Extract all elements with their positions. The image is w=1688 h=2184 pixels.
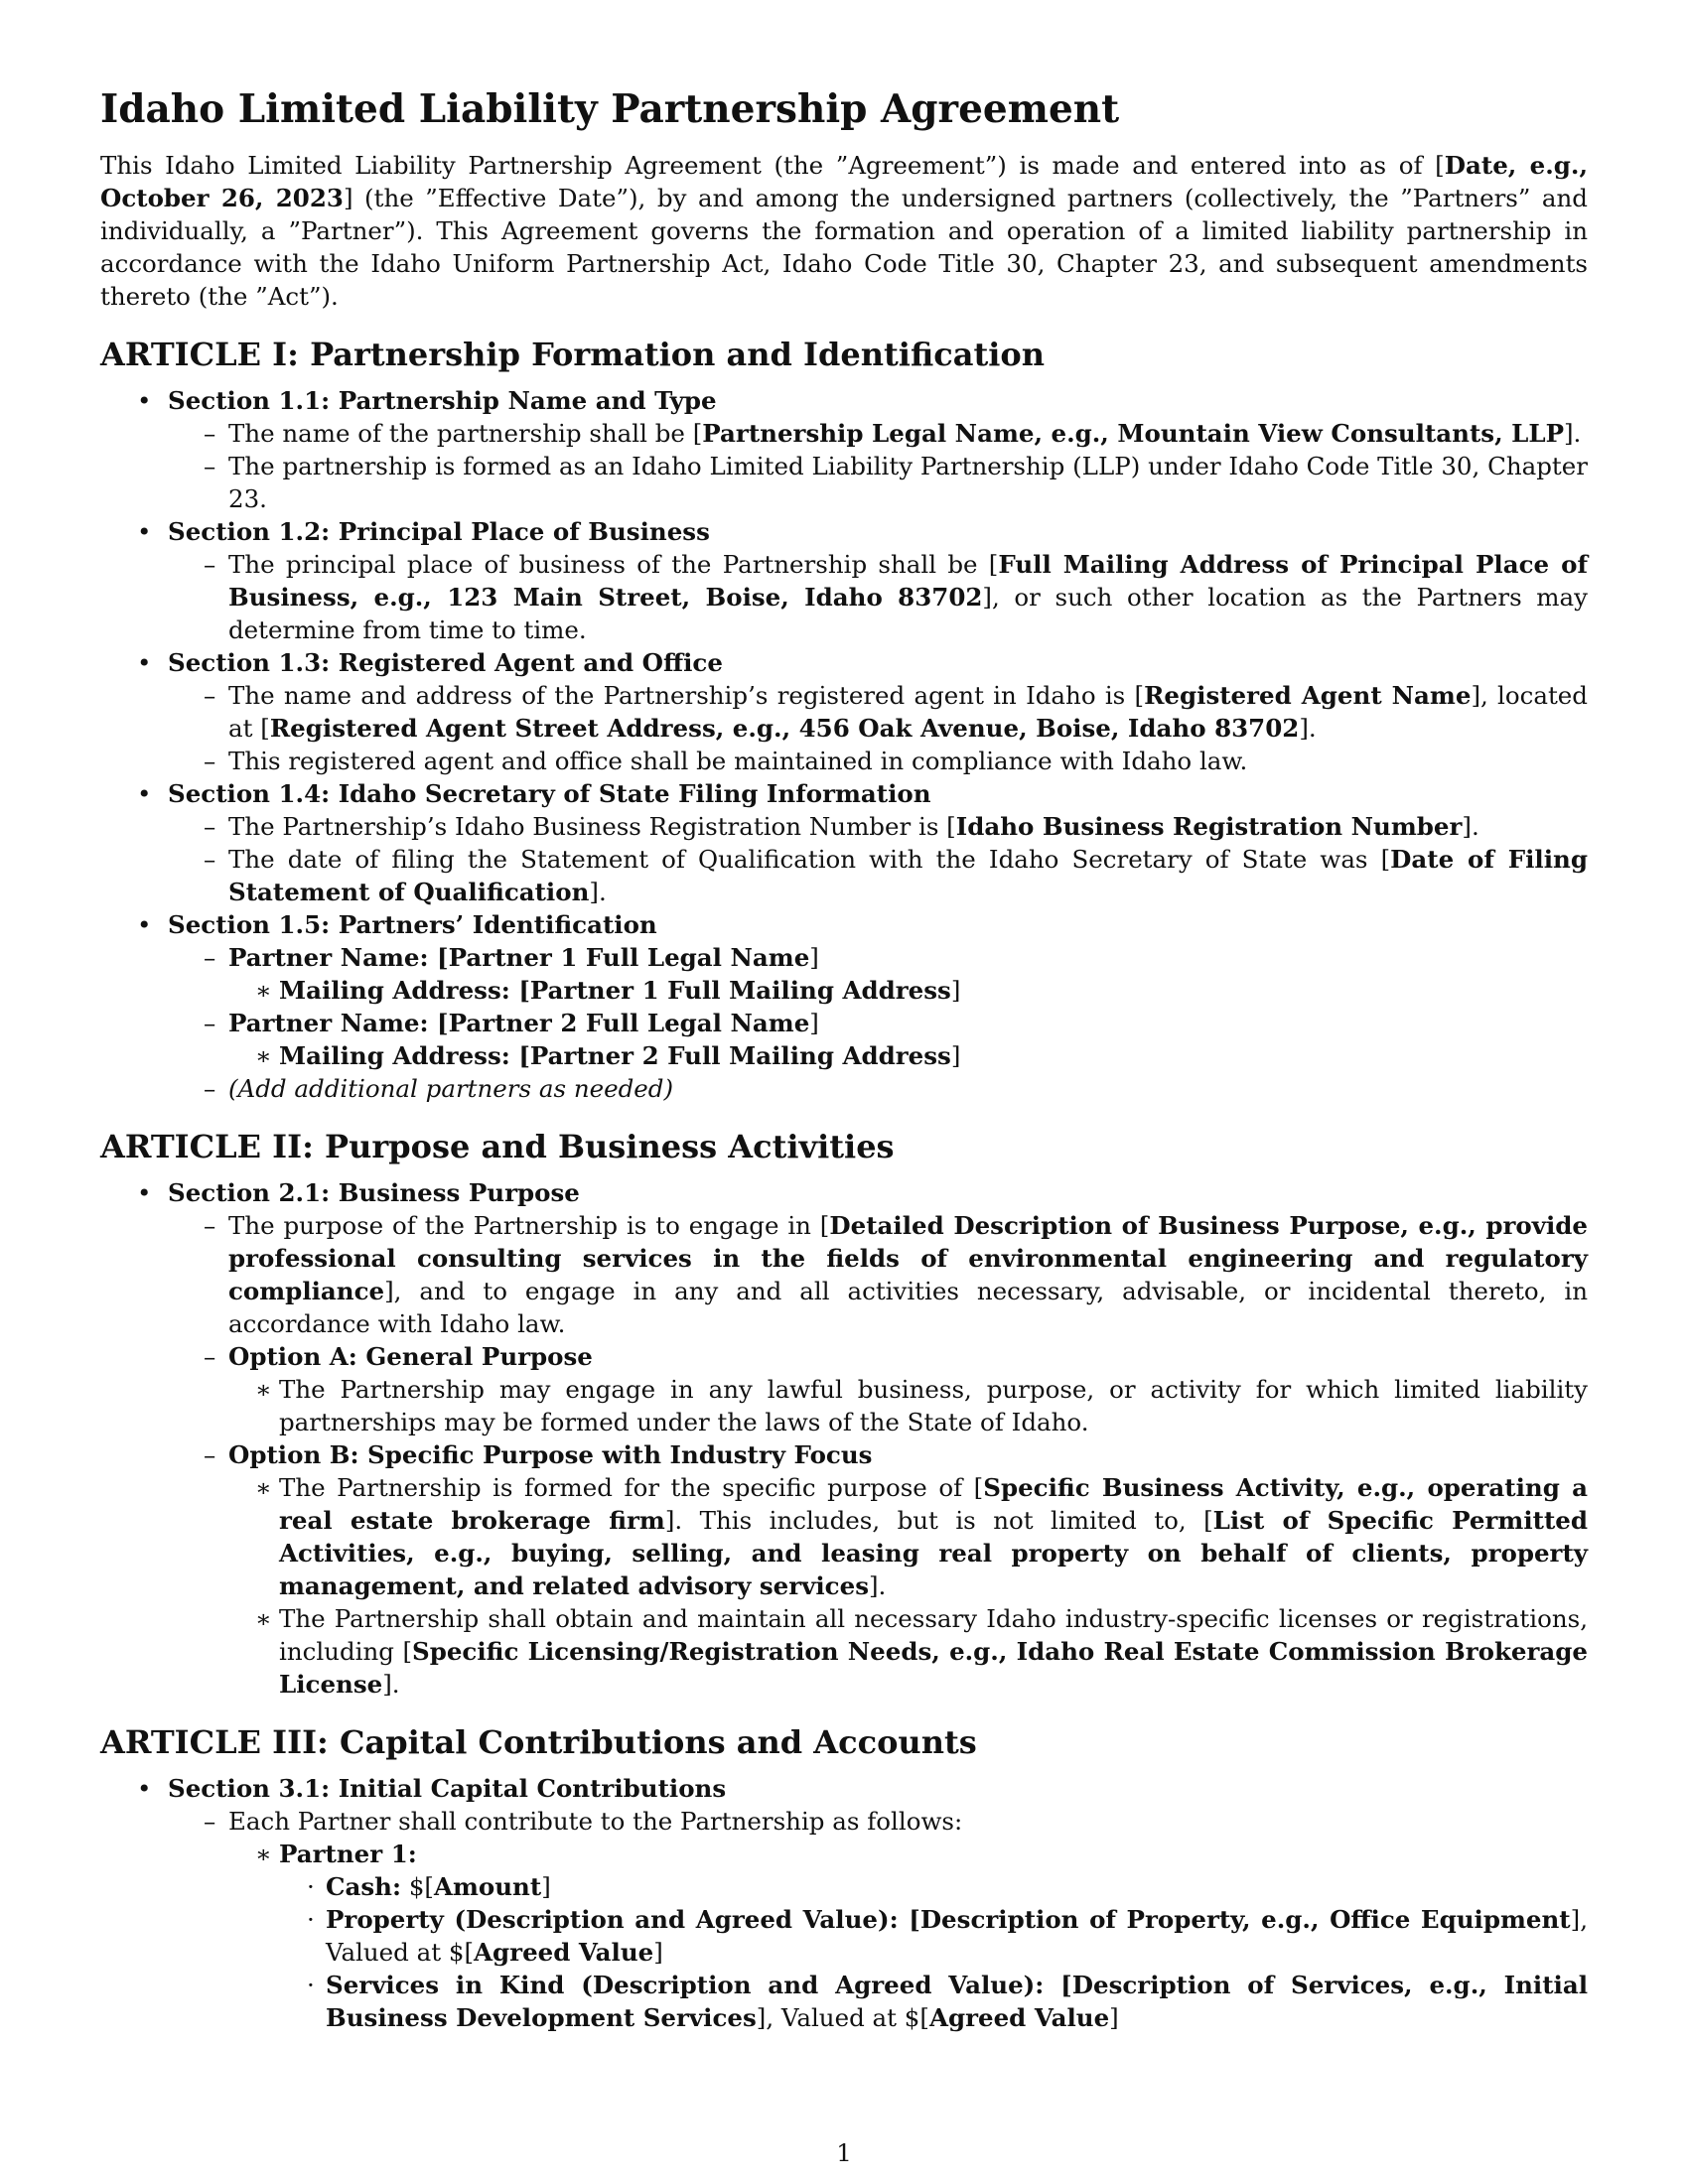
item-text: ]: [950, 976, 961, 1005]
list-item: [228, 1471, 1588, 1602]
section-1-2: [100, 515, 1588, 646]
item-text: The partnership is formed as an Idaho Limited Liability Partnership (LLP) under Idaho Code Title 30, Chapter 23.: [228, 452, 1588, 513]
property-contribution: [279, 1903, 1588, 1969]
item-text: ], and to engage in any and all activities necessary, advisable, or incidental thereto, in accordance with Idaho law.: [228, 1277, 1588, 1338]
article-3-heading: ARTICLE III: Capital Contributions and Accounts: [100, 1723, 977, 1761]
partner-name-label: Partner Name: [Partner 1 Full Legal Name: [228, 943, 810, 972]
section-3-1: [100, 1772, 1588, 2034]
option-a: [168, 1340, 1588, 1438]
placeholder-text: Agreed Value: [928, 2003, 1110, 2032]
item-text: ], located at [: [228, 681, 1588, 743]
cash-label: Cash:: [326, 1872, 402, 1901]
list-item: [168, 417, 1588, 450]
list-item: [168, 1209, 1588, 1340]
item-text: ], Valued at $[: [756, 2003, 929, 2032]
placeholder-text: Registered Agent Street Address, e.g., 456 Oak Avenue, Boise, Idaho 83702: [269, 714, 1300, 743]
placeholder-text: Agreed Value: [474, 1938, 654, 1967]
article-1-heading: ARTICLE I: Partnership Formation and Identification: [100, 336, 1045, 373]
services-contribution: [279, 1969, 1588, 2034]
item-text: The date of filing the Statement of Qualification with the Idaho Secretary of State was [: [228, 845, 1391, 874]
option-title: Option A: General Purpose: [228, 1342, 593, 1371]
section-1-3: [100, 646, 1588, 777]
cash-contribution: [279, 1870, 1588, 1903]
item-text: The purpose of the Partnership is to engage in [: [228, 1211, 830, 1240]
list-item: [228, 1039, 1588, 1072]
list-item: [168, 548, 1588, 646]
list-item: [168, 1072, 1588, 1105]
placeholder-text: Date of Filing Statement of Qualification: [228, 845, 1588, 906]
partner-details: [228, 1039, 1588, 1072]
placeholder-text: List of Specific Permitted Activities, e.g., buying, selling, and leasing real property on behalf of clients, property management, and related advisory services: [279, 1506, 1588, 1600]
item-text: ]. This includes, but is not limited to, [: [664, 1506, 1213, 1535]
item-text: The Partnership shall obtain and maintain all necessary Idaho industry-specific licenses or registrations, including [: [279, 1604, 1588, 1666]
article-1-sections: [100, 384, 1588, 1105]
list-item: [168, 450, 1588, 515]
item-text: The Partnership may engage in any lawful business, purpose, or activity for which limited liability partnerships may be formed under the laws of the State of Idaho.: [279, 1375, 1588, 1436]
placeholder-text: Amount: [433, 1872, 542, 1901]
placeholder-text: Specific Licensing/Registration Needs, e.g., Idaho Real Estate Commission Brokerage License: [279, 1637, 1589, 1699]
section-title: Section 2.1: Business Purpose: [168, 1178, 580, 1207]
mailing-address-label: Mailing Address: [Partner 1 Full Mailing Address: [279, 976, 951, 1005]
section-items: [168, 1805, 1588, 2034]
partner-1-contribution: [228, 1838, 1588, 2034]
section-items: [168, 941, 1588, 1105]
contribution-list: [228, 1838, 1588, 2034]
section-title: Section 1.3: Registered Agent and Office: [168, 648, 723, 677]
partner-1-entry: [168, 941, 1588, 1007]
item-text: ].: [1299, 714, 1317, 743]
list-item: [228, 1602, 1588, 1701]
section-items: [168, 679, 1588, 777]
option-items: [228, 1373, 1588, 1438]
item-text: ].: [868, 1571, 887, 1600]
intro-text: ] (the ”Effective Date”), by and among the undersigned partners (collectively, the ”Partners” and individually, a ”Partner”). This Agreement governs the formation and operation of a limited liability partnership in accordance with the Idaho Uniform Partnership Act, Idaho Code Title 30, Chapter 23, and subsequent amendments thereto (the ”Act”).: [100, 184, 1588, 311]
item-text: ]: [809, 1009, 819, 1037]
document-title: Idaho Limited Liability Partnership Agreement: [100, 86, 1120, 132]
partner-2-entry: [168, 1007, 1588, 1072]
list-item: [228, 974, 1588, 1007]
property-label: Property (Description and Agreed Value): [Description of Property, e.g., Office Equipment: [326, 1905, 1571, 1934]
item-text: The name of the partnership shall be [: [228, 419, 703, 448]
contribution-items: [279, 1870, 1588, 2034]
page-number: 1: [836, 2138, 852, 2167]
item-text: The principal place of business of the Partnership shall be [: [228, 550, 999, 579]
item-text: The name and address of the Partnership’s registered agent in Idaho is [: [228, 681, 1145, 710]
section-items: [168, 417, 1588, 515]
section-title: Section 3.1: Initial Capital Contributions: [168, 1774, 727, 1803]
item-text: ].: [589, 878, 607, 906]
section-items: [168, 810, 1588, 908]
item-text: The Partnership’s Idaho Business Registration Number is [: [228, 812, 956, 841]
intro-paragraph: [100, 149, 1588, 313]
item-text: ].: [382, 1670, 400, 1699]
section-items: [168, 1209, 1588, 1701]
list-item: [168, 843, 1588, 908]
item-text: ]: [541, 1872, 551, 1901]
section-items: [168, 548, 1588, 646]
placeholder-text: Detailed Description of Business Purpose, e.g., provide professional consulting services in the fields of environmental engineering and regulatory compliance: [228, 1211, 1589, 1305]
item-text: ].: [1564, 419, 1582, 448]
article-2-sections: [100, 1176, 1588, 1701]
list-item: [168, 1805, 1588, 2034]
placeholder-text: Specific Business Activity, e.g., operating a real estate brokerage firm: [279, 1473, 1589, 1535]
section-title: Section 1.1: Partnership Name and Type: [168, 386, 717, 415]
mailing-address-label: Mailing Address: [Partner 2 Full Mailing Address: [279, 1041, 951, 1070]
article-2-heading: ARTICLE II: Purpose and Business Activities: [100, 1128, 895, 1165]
section-title: Section 1.4: Idaho Secretary of State Filing Information: [168, 779, 931, 808]
item-text: ]: [809, 943, 819, 972]
services-label: Services in Kind (Description and Agreed Value): [Description of Services, e.g., Initial Business Development Services: [326, 1971, 1588, 2032]
item-text: ]: [950, 1041, 961, 1070]
placeholder-text: Partnership Legal Name, e.g., Mountain View Consultants, LLP: [702, 419, 1564, 448]
partner-name-label: Partner Name: [Partner 2 Full Legal Name: [228, 1009, 810, 1037]
section-1-5: [100, 908, 1588, 1105]
document-content: [100, 83, 1588, 2034]
list-item: [168, 810, 1588, 843]
placeholder-text: Full Mailing Address of Principal Place of Business, e.g., 123 Main Street, Boise, Idaho 83702: [228, 550, 1589, 612]
list-item: [228, 1373, 1588, 1438]
item-text: ]: [653, 1938, 663, 1967]
section-2-1: [100, 1176, 1588, 1701]
list-item: [168, 679, 1588, 745]
list-item: [168, 745, 1588, 777]
placeholder-text: Registered Agent Name: [1144, 681, 1472, 710]
item-text: Each Partner shall contribute to the Partnership as follows:: [228, 1807, 963, 1836]
partner-details: [228, 974, 1588, 1007]
add-partners-note: (Add additional partners as needed): [228, 1074, 674, 1103]
item-text: ]: [1109, 2003, 1119, 2032]
section-1-4: [100, 777, 1588, 908]
item-text: ], or such other location as the Partners may determine from time to time.: [228, 583, 1588, 644]
item-text: This registered agent and office shall be maintained in compliance with Idaho law.: [228, 747, 1248, 775]
section-title: Section 1.5: Partners’ Identification: [168, 910, 657, 939]
option-title: Option B: Specific Purpose with Industry Focus: [228, 1440, 873, 1469]
option-b: [168, 1438, 1588, 1701]
partner-label: Partner 1:: [279, 1840, 417, 1868]
item-text: ], Valued at $[: [326, 1905, 1588, 1967]
intro-text: This Idaho Limited Liability Partnership Agreement (the ”Agreement”) is made and entered into as of [: [100, 151, 1445, 180]
section-title: Section 1.2: Principal Place of Business: [168, 517, 710, 546]
item-text: ].: [1462, 812, 1479, 841]
item-text: $[: [401, 1872, 434, 1901]
option-items: [228, 1471, 1588, 1701]
placeholder-text: Idaho Business Registration Number: [955, 812, 1463, 841]
article-3-sections: [100, 1772, 1588, 2034]
item-text: The Partnership is formed for the specific purpose of [: [279, 1473, 984, 1502]
effective-date-placeholder: Date, e.g., October 26, 2023: [100, 151, 1588, 212]
section-1-1: [100, 384, 1588, 515]
